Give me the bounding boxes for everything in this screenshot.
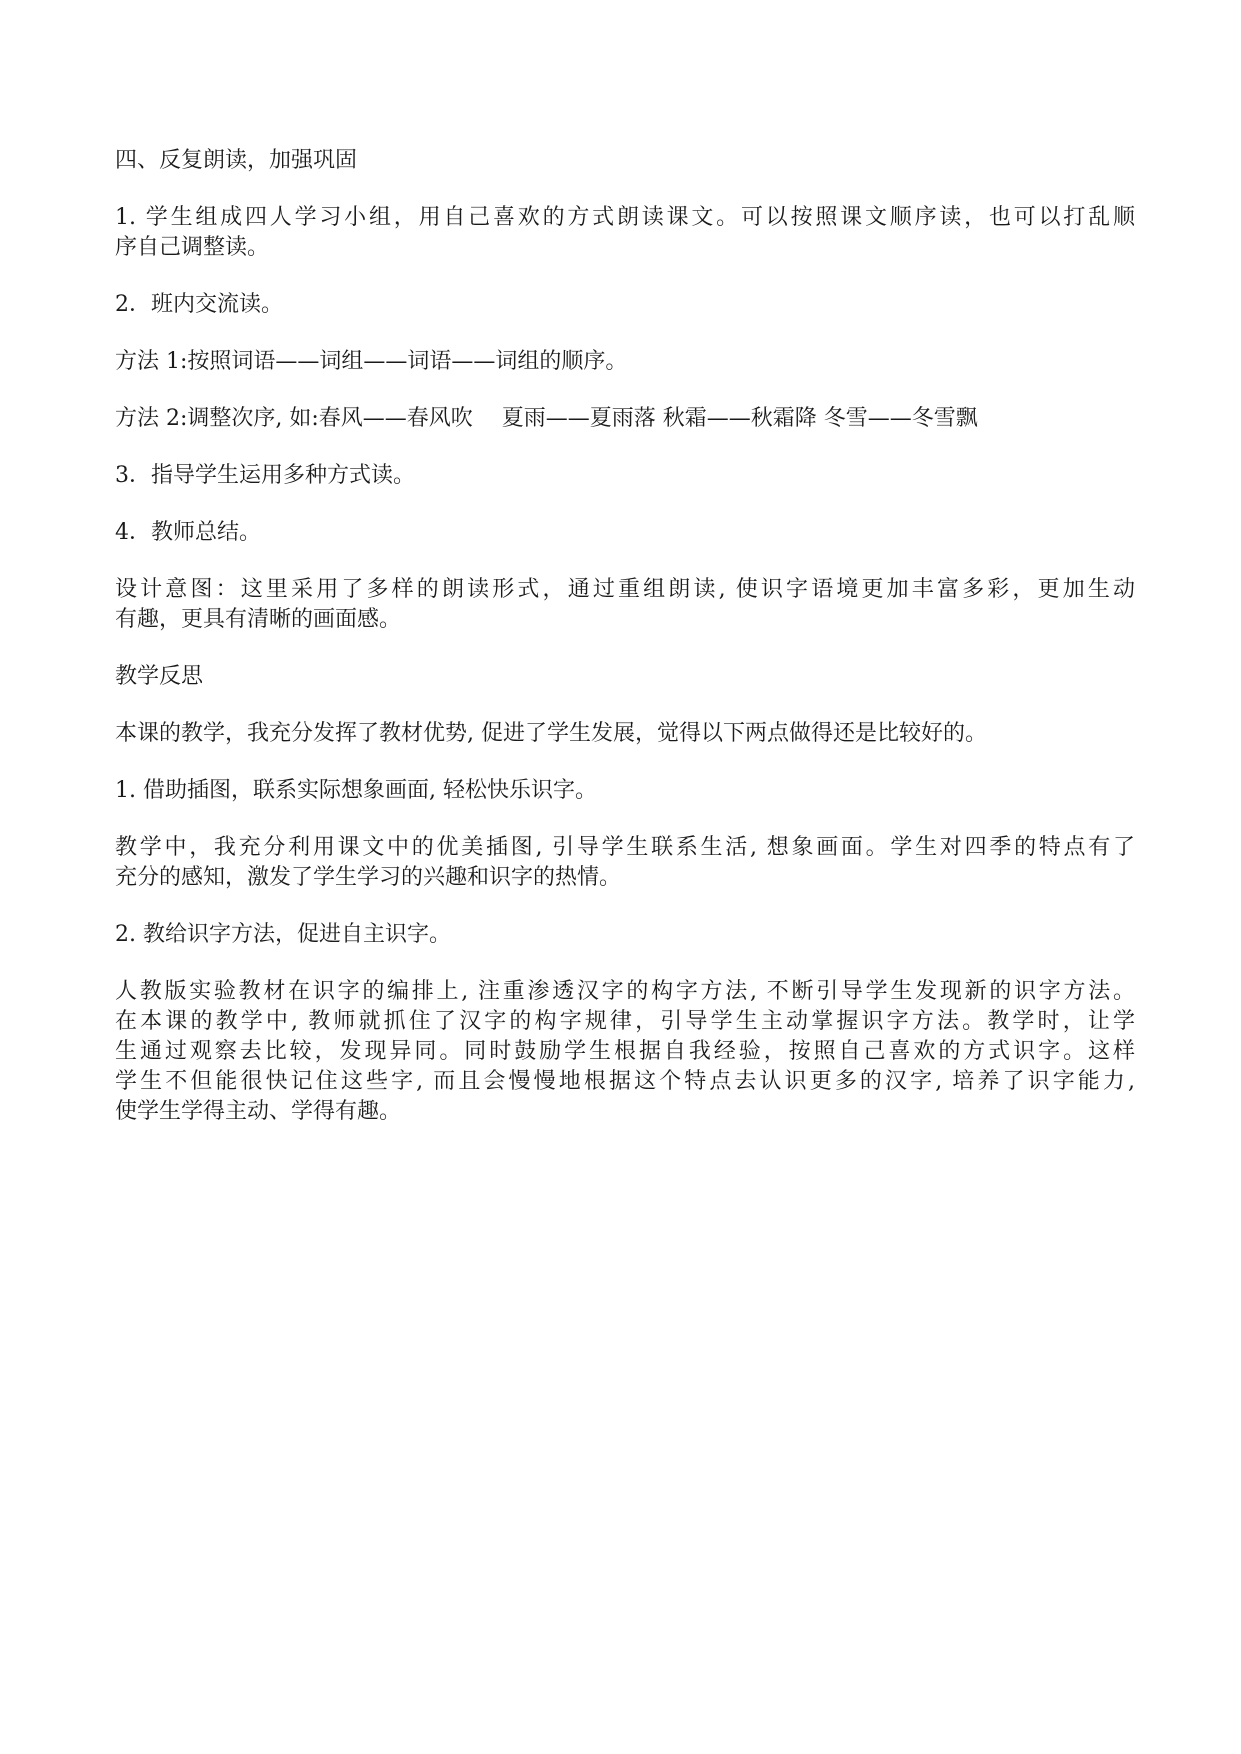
paragraph-point-1-detail <box>115 833 1135 893</box>
paragraph-point-1 <box>115 776 1135 806</box>
paragraph-step-2 <box>115 290 1135 320</box>
text-line: 本课的教学，我充分发挥了教材优势, 促进了学生发展，觉得以下两点做得还是比较好的。 <box>115 721 987 746</box>
text-line: 在本课的教学中, 教师就抓住了汉字的构字规律，引导学生主动掌握识字方法。教学时，让学 <box>115 1009 1135 1034</box>
section-heading-reading <box>115 146 1135 176</box>
text-line: 1. 学生组成四人学习小组，用自己喜欢的方式朗读课文。可以按照课文顺序读，也可以打乱顺 <box>115 205 1135 230</box>
paragraph-design-intent <box>115 575 1135 635</box>
text-line: 充分的感知，激发了学生学习的兴趣和识字的热情。 <box>115 865 622 890</box>
text-line: 教学反思 <box>115 664 204 689</box>
text-line: 方法 2:调整次序, 如:春风——春风吹 夏雨——夏雨落 秋霜——秋霜降 冬雪——冬雪飘 <box>115 406 978 431</box>
paragraph-step-3 <box>115 461 1135 491</box>
text-line: 人教版实验教材在识字的编排上, 注重渗透汉字的构字方法, 不断引导学生发现新的识字方法。 <box>115 979 1135 1004</box>
text-line: 有趣，更具有清晰的画面感。 <box>115 607 402 632</box>
paragraph-method-1 <box>115 347 1135 377</box>
text-line: 4．教师总结。 <box>115 520 261 545</box>
paragraph-point-2-detail <box>115 977 1135 1127</box>
paragraph-step-4 <box>115 518 1135 548</box>
text-line: 使学生学得主动、学得有趣。 <box>115 1099 402 1124</box>
paragraph-point-2 <box>115 920 1135 950</box>
paragraph-step-1 <box>115 203 1135 263</box>
text-line: 设计意图：这里采用了多样的朗读形式，通过重组朗读, 使识字语境更加丰富多彩，更加生动 <box>115 577 1135 602</box>
section-heading-reflection <box>115 662 1135 692</box>
text-line: 教学中，我充分利用课文中的优美插图, 引导学生联系生活, 想象画面。学生对四季的特点有了 <box>115 835 1135 860</box>
text-line: 1. 借助插图，联系实际想象画面, 轻松快乐识字。 <box>115 778 597 803</box>
text-line: 2. 教给识字方法，促进自主识字。 <box>115 922 451 947</box>
text-line: 四、反复朗读，加强巩固 <box>115 148 358 173</box>
document-body <box>115 146 1135 1154</box>
paragraph-reflection-intro <box>115 719 1135 749</box>
text-line: 学生不但能很快记住这些字, 而且会慢慢地根据这个特点去认识更多的汉字, 培养了识字能力, <box>115 1069 1135 1094</box>
text-line: 生通过观察去比较，发现异同。同时鼓励学生根据自我经验，按照自己喜欢的方式识字。这样 <box>115 1039 1135 1064</box>
text-line: 3．指导学生运用多种方式读。 <box>115 463 415 488</box>
paragraph-method-2 <box>115 404 1135 434</box>
text-line: 2．班内交流读。 <box>115 292 283 317</box>
text-line: 序自己调整读。 <box>115 235 270 260</box>
text-line: 方法 1:按照词语——词组——词语——词组的顺序。 <box>115 349 628 374</box>
